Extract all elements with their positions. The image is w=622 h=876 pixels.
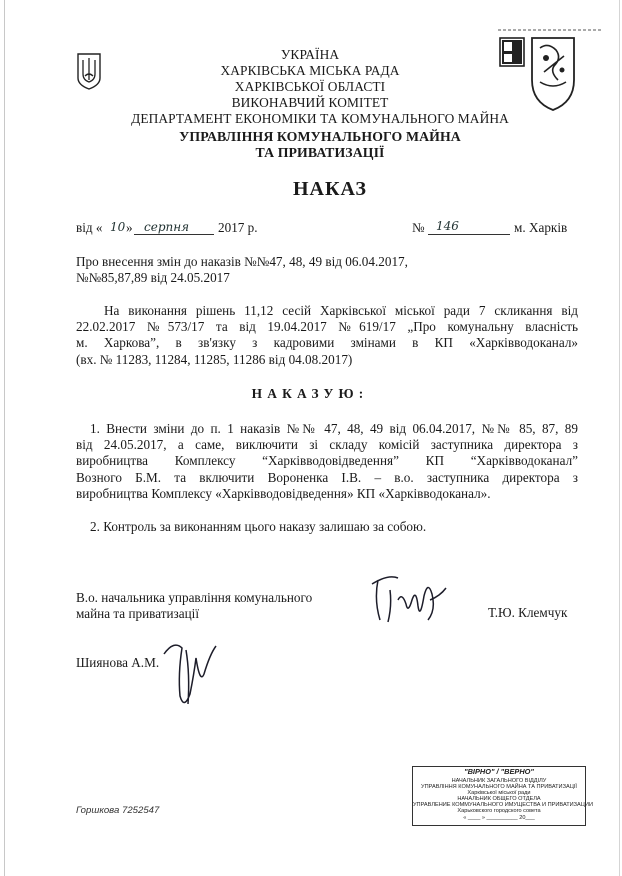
order-city: м. Харків [514,220,568,235]
header-country: УКРАЇНА [280,47,340,62]
order-number-prefix: № [412,220,425,235]
footer-note: Горшкова 7252547 [76,805,160,816]
preamble-paragraph [76,303,578,368]
number-underline [428,234,510,235]
subject-line: Про внесення змін до наказів №№47, 48, 49 від 06.04.2017, [76,254,408,269]
order-item-2: 2. Контроль за виконанням цього наказу залишаю за собою. [90,519,427,534]
preamble-line: (вх. № 11283, 11284, 11285, 11286 від 04.08.2017) [76,351,353,367]
date-prefix: від « [76,220,103,235]
header-executive-committee: ВИКОНАВЧИЙ КОМІТЕТ [231,95,389,110]
item-line: 1. Внести зміни до п. 1 наказів №№ 47, 48, 49 від 06.04.2017, №№ 85, 87, 89 [90,421,578,436]
stamp-line: « ____ » __________ 20___ [463,815,535,821]
order-item-1 [76,421,578,502]
item-line: Возного Б.М. та включити Вороненка І.В. – в.о. заступника директора з [76,469,578,485]
header-directorate-cont: ТА ПРИВАТИЗАЦІЇ [255,145,385,160]
stamp-line: Харьковского городского совета [457,808,541,814]
stamp-line: НАЧАЛЬНИК ЗАГАЛЬНОГО ВІДДІЛУ [451,778,547,784]
date-month: серпня [144,220,190,234]
signatory-position: майна та приватизації [76,606,199,621]
preamble-line: 22.02.2017 №573/17 та від 19.04.2017 №619/17 „Про комунальну власність [76,319,578,335]
scan-edge [619,0,620,876]
date-day: 10 [110,220,126,234]
date-underline [134,234,214,235]
stamp-line: Харківської міської ради [467,790,531,796]
executor-name: Шиянова А.М. [76,655,160,670]
header-oblast: ХАРКІВСЬКОЇ ОБЛАСТІ [234,79,386,94]
subject-line: №№85,87,89 від 24.05.2017 [76,270,230,285]
stamp-line: НАЧАЛЬНИК ОБЩЕГО ОТДЕЛА [457,796,541,802]
signatory-name: Т.Ю. Клемчук [488,605,568,620]
preamble-line: м. Харкова”, в зв'язку з кадровими змінами в КП «Харківводоканал» [76,335,578,351]
handwritten-signature [368,570,448,628]
order-word: НАКАЗУЮ: [251,386,369,401]
trident-coat-of-arms-icon [76,52,102,90]
item-line: виробництва Комплексу “Харківводовідведення” КП “Харківводоканал” [76,453,578,469]
item-line: виробництва Комплексу «Харківводовідведення» КП «Харківводоканал». [76,485,491,501]
stamp-line: "ВІРНО" / "ВЕРНО" [464,767,534,776]
stamp-line: УПРАВЛІННЯ КОМУНАЛЬНОГО МАЙНА ТА ПРИВАТИЗАЦІЇ [421,784,577,790]
preamble-line: На виконання рішень 11,12 сесій Харківської міської ради 7 скликання від [104,303,578,318]
stamp-line: УПРАВЛЕНИЕ КОММУНАЛЬНОГО ИМУЩЕСТВА И ПРИВАТИЗАЦИИ [413,802,593,808]
item-line: від 24.05.2017, а саме, виключити зі складу комісій заступника директора з [76,437,578,453]
header-directorate: УПРАВЛІННЯ КОМУНАЛЬНОГО МАЙНА [179,129,461,144]
date-year: 2017 р. [218,220,258,235]
signatory-position: В.о. начальника управління комунального [76,590,313,605]
header-department: ДЕПАРТАМЕНТ ЕКОНОМІКИ ТА КОМУНАЛЬНОГО МАЙНА [131,111,509,126]
order-number: 146 [436,219,459,233]
certification-stamp [412,766,593,826]
date-day-close: » [126,220,133,235]
header-city-council: ХАРКІВСЬКА МІСЬКА РАДА [220,63,400,78]
scan-edge [4,0,5,876]
executor-signature [160,634,220,714]
document-title: НАКАЗ [292,178,367,200]
